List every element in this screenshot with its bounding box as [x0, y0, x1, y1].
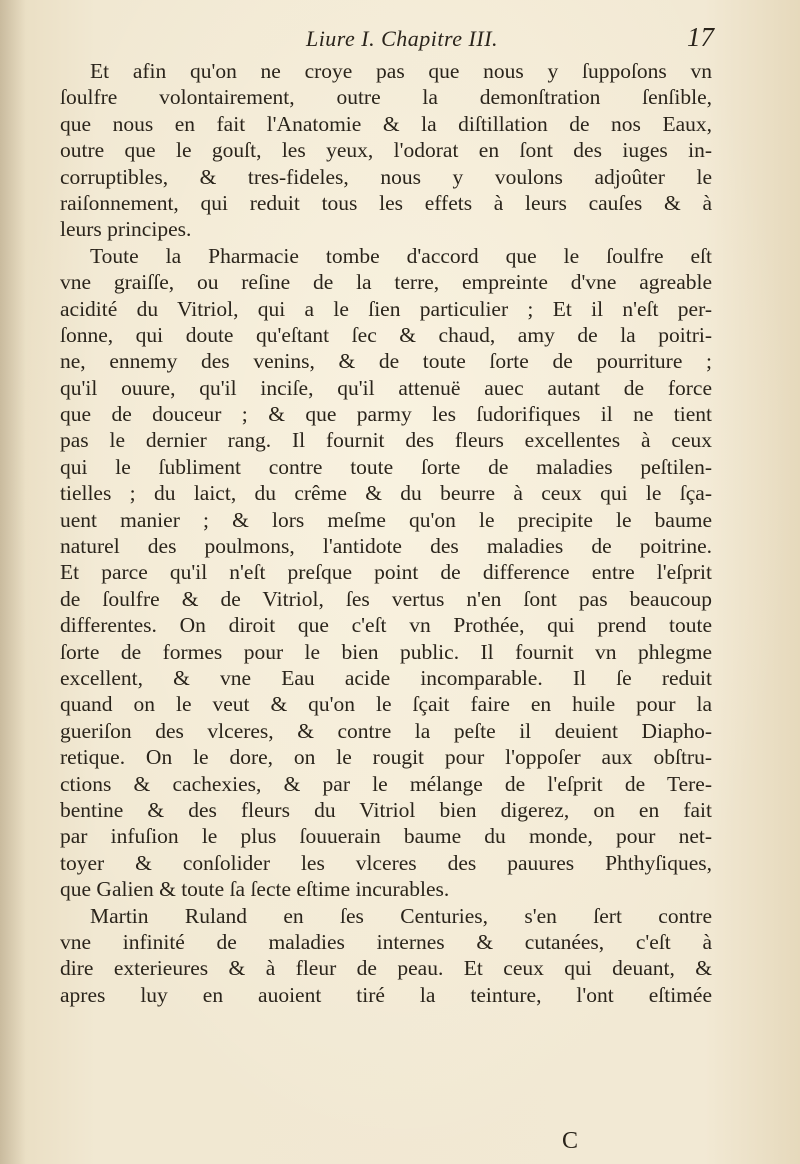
- text-line: ſoulfre volontairement, outre la demonſtration ſenſible,: [60, 85, 712, 110]
- text-line: qu'il ouure, qu'il inciſe, qu'il attenuë auec autant de force: [60, 375, 712, 400]
- text-line: acidité du Vitriol, qui a le ſien particulier ; Et il n'eſt per-: [60, 296, 712, 321]
- text-line: apres luy en auoient tiré la teinture, l'ont eſtimée: [60, 982, 712, 1007]
- signature-mark: C: [562, 1128, 579, 1154]
- running-head: [90, 22, 714, 56]
- text-line: vne graiſſe, ou reſine de la terre, empreinte d'vne agreable: [60, 270, 712, 295]
- text-line: Martin Ruland en ſes Centuries, s'en ſert contre: [90, 903, 712, 928]
- text-line: tielles ; du laict, du crême & du beurre à ceux qui le ſça-: [60, 481, 712, 506]
- text-line: ſorte de formes pour le bien public. Il fournit vn phlegme: [60, 639, 712, 664]
- text-line: ctions & cachexies, & par le mélange de l'eſprit de Tere-: [60, 771, 712, 796]
- body-text: [60, 58, 712, 1008]
- running-title: Liure I. Chapitre III.: [305, 26, 499, 51]
- text-line: raiſonnement, qui reduit tous les effets à leurs cauſes & à: [60, 190, 712, 215]
- text-line: corruptibles, & tres-fideles, nous y voulons adjoûter le: [60, 164, 712, 189]
- text-line: pas le dernier rang. Il fournit des fleurs excellentes à ceux: [60, 428, 712, 453]
- text-line: que de douceur ; & que parmy les ſudorifiques il ne tient: [60, 402, 712, 427]
- text-line: Et afin qu'on ne croye pas que nous y ſuppoſons vn: [90, 59, 712, 83]
- text-line: qui le ſubliment contre toute ſorte de maladies peſtilen-: [60, 454, 712, 479]
- text-line: excellent, & vne Eau acide incomparable. Il ſe reduit: [60, 665, 712, 690]
- text-line: que Galien & toute ſa ſecte eſtime incurables.: [60, 877, 450, 902]
- text-line: bentine & des fleurs du Vitriol bien digerez, on en fait: [60, 797, 712, 822]
- text-line: de ſoulfre & de Vitriol, ſes vertus n'en ſont pas beaucoup: [60, 586, 712, 611]
- gutter-shadow: [0, 0, 26, 1164]
- text-line: par infuſion le plus ſouuerain baume du monde, pour net-: [60, 824, 712, 849]
- text-line: leurs principes.: [60, 217, 192, 242]
- text-line: Toute la Pharmacie tombe d'accord que le ſoulfre eſt: [90, 243, 712, 268]
- text-line: Et parce qu'il n'eſt preſque point de difference entre l'eſprit: [60, 560, 712, 585]
- text-line: dire exterieures & à fleur de peau. Et ceux qui deuant, &: [60, 956, 712, 981]
- text-line: outre que le gouſt, les yeux, l'odorat en ſont des iuges in-: [60, 138, 712, 163]
- text-line: ne, ennemy des venins, & de toute ſorte de pourriture ;: [60, 349, 712, 374]
- text-line: differentes. On diroit que c'eſt vn Prothée, qui prend toute: [60, 613, 712, 638]
- text-line: quand on le veut & qu'on le ſçait faire en huile pour la: [60, 692, 712, 717]
- text-line: que nous en fait l'Anatomie & la diſtillation de nos Eaux,: [60, 111, 712, 136]
- text-line: naturel des poulmons, l'antidote des maladies de poitrine.: [60, 534, 712, 559]
- text-line: ſonne, qui doute qu'eſtant ſec & chaud, amy de la poitri-: [60, 322, 712, 347]
- text-line: toyer & conſolider les vlceres des pauures Phthyſiques,: [60, 850, 712, 875]
- text-line: retique. On le dore, on le rougit pour l'oppoſer aux obſtru-: [60, 745, 712, 770]
- text-line: vne infinité de maladies internes & cutanées, c'eſt à: [60, 929, 712, 954]
- text-line: uent manier ; & lors meſme qu'on le precipite le baume: [60, 507, 712, 532]
- page-number: 17: [687, 22, 714, 52]
- text-line: gueriſon des vlceres, & contre la peſte il deuient Diapho-: [60, 718, 712, 743]
